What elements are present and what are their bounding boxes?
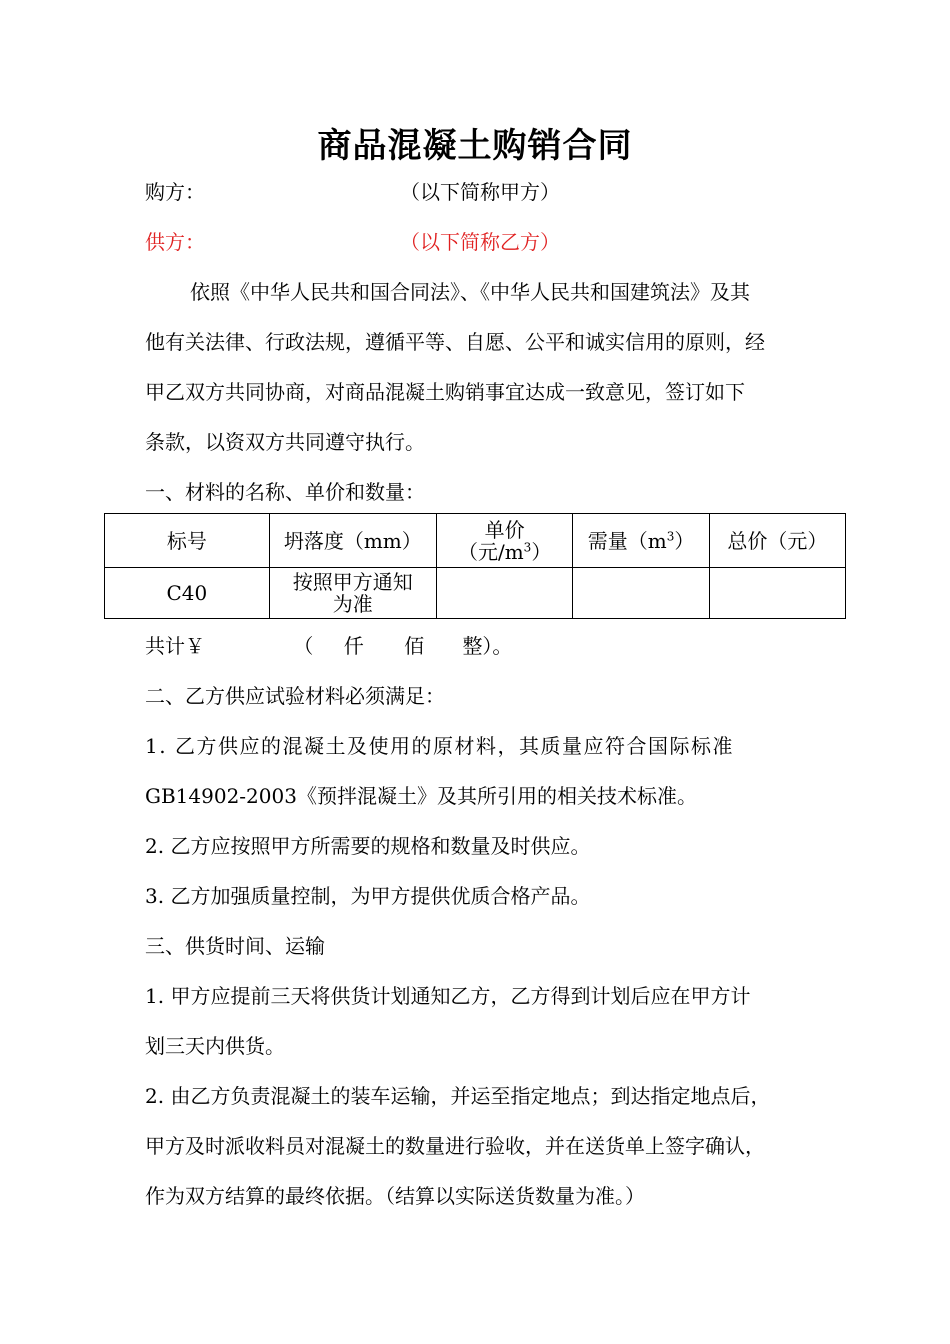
seller-label: 供方： [145,230,205,254]
seller-note: （以下简称乙方） [400,230,560,254]
list-item: 划三天内供货。 [145,1034,285,1058]
header-grade: 标号 [105,514,270,568]
buyer-label: 购方： [145,180,205,204]
section-heading-1: 一、材料的名称、单价和数量： [145,480,425,504]
intro-line: 依照《中华人民共和国合同法》、《中华人民共和国建筑法》及其 [190,280,750,304]
page-title: 商品混凝土购销合同 [317,126,633,166]
sum-end: 整）。 [462,634,513,658]
header-slump: 坍落度（mm） [269,514,436,568]
list-item: 1. 乙方供应的混凝土及使用的原材料，其质量应符合国际标准 [145,734,734,758]
cell-unit-price [436,568,573,619]
table-header-row [105,514,846,568]
sum-line [145,632,512,660]
table-row [105,568,846,619]
section-heading-2: 二、乙方供应试验材料必须满足： [145,684,445,708]
cell-slump-line1: 按照甲方通知 [292,570,413,594]
cell-grade: C40 [105,568,270,619]
header-unit-price-line1: 单价 [484,517,525,542]
list-item: GB14902-2003《预拌混凝土》及其所引用的相关技术标准。 [145,784,697,808]
header-unit-price [436,514,573,568]
sum-prefix: 共计￥ [145,634,205,658]
list-item: 甲方及时派收料员对混凝土的数量进行验收，并在送货单上签字确认， [145,1134,765,1158]
header-quantity: 需量$(m^3)$ [573,514,709,568]
list-item: 3. 乙方加强质量控制，为甲方提供优质合格产品。 [145,884,591,908]
sum-thousand: 仟 [343,634,364,658]
section-heading-3: 三、供货时间、运输 [145,934,325,958]
list-item: 2. 由乙方负责混凝土的装车运输，并运至指定地点；到达指定地点后， [145,1084,771,1108]
buyer-note: （以下简称甲方） [400,180,560,204]
sum-hundred: 佰 [404,634,425,658]
cell-quantity [573,568,709,619]
header-total: 总价（元） [709,514,845,568]
cell-slump-line2: 为准 [332,592,373,616]
intro-line: 甲乙双方共同协商，对商品混凝土购销事宜达成一致意见，签订如下 [145,380,745,404]
list-item: 1. 甲方应提前三天将供货计划通知乙方，乙方得到计划后应在甲方计 [145,984,751,1008]
materials-table [104,513,846,619]
intro-line: 他有关法律、行政法规，遵循平等、自愿、公平和诚实信用的原则，经 [145,330,765,354]
intro-line: 条款，以资双方共同遵守执行。 [145,430,425,454]
cell-slump [269,568,436,619]
list-item: 作为双方结算的最终依据。（结算以实际送货数量为准。） [145,1184,645,1208]
header-unit-price-line2: （元$/m^3$） [457,539,552,564]
sum-open: （ [293,634,314,658]
list-item: 2. 乙方应按照甲方所需要的规格和数量及时供应。 [145,834,591,858]
cell-total [709,568,845,619]
